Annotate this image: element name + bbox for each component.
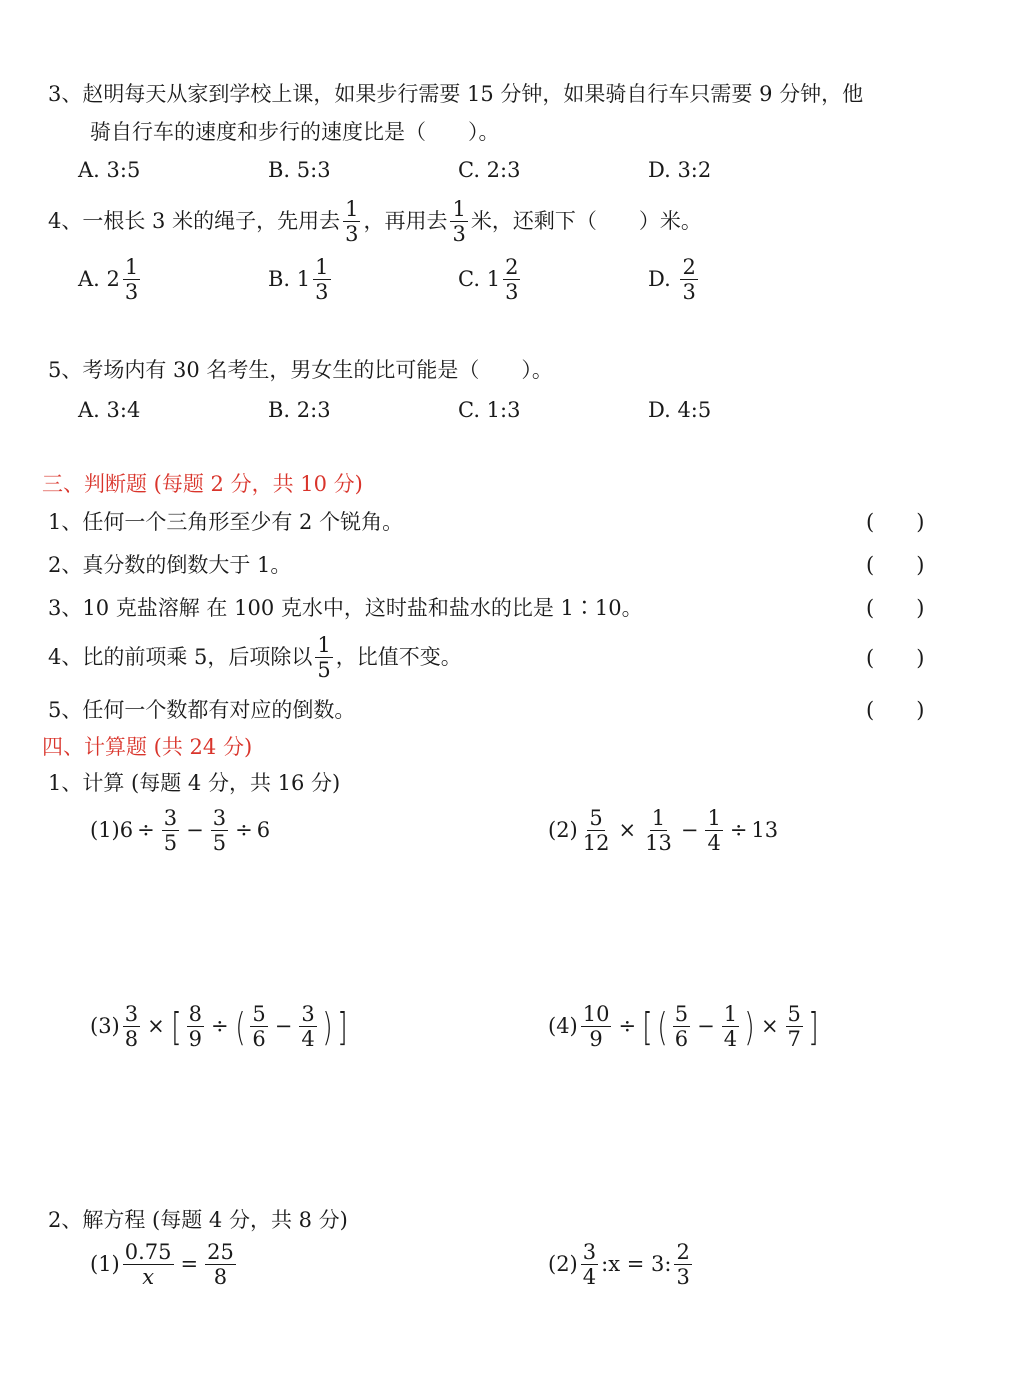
fraction xyxy=(299,1003,316,1050)
q5-option-b[interactable]: B. 2:3 xyxy=(268,398,331,422)
judge-answer-3[interactable]: ( ) xyxy=(866,596,925,620)
equals-sign: = xyxy=(180,1252,199,1277)
q3-option-a[interactable]: A. 3:5 xyxy=(78,158,141,182)
fraction-denominator: 3 xyxy=(505,280,519,305)
fraction-numerator: 1 xyxy=(315,255,329,279)
problem-label: (1) xyxy=(90,1252,120,1277)
fraction-denominator: 8 xyxy=(124,1027,139,1052)
fraction xyxy=(211,807,228,854)
judge-item-1: 1、任何一个三角形至少有 2 个锐角。 xyxy=(48,510,404,534)
q4-stem xyxy=(48,198,702,245)
fraction xyxy=(123,1241,174,1288)
fraction-denominator: 9 xyxy=(589,1027,603,1052)
q4-text-2: ，再用去 xyxy=(363,209,448,234)
fraction-denominator: 4 xyxy=(723,1027,738,1052)
option-label: C. xyxy=(458,267,480,292)
fraction-denominator: x xyxy=(142,1265,155,1290)
judge-answer-5[interactable]: ( ) xyxy=(866,698,925,722)
fraction-denominator: 3 xyxy=(315,280,329,305)
fraction-numerator: 5 xyxy=(787,1002,801,1026)
fraction-denominator: 5 xyxy=(212,831,227,856)
fraction xyxy=(705,807,722,854)
right-paren: ) xyxy=(321,1004,333,1049)
fraction-numerator: 8 xyxy=(188,1002,202,1026)
fraction-numerator: 2 xyxy=(505,255,519,279)
q4-text-1: 4、一根长 3 米的绳子，先用去 xyxy=(48,209,341,234)
problem-label: (3) xyxy=(90,1014,120,1039)
q5-stem: 5、考场内有 30 名考生，男女生的比可能是（ ）。 xyxy=(48,358,553,382)
fraction xyxy=(786,1003,803,1050)
option-label: D. xyxy=(648,267,671,292)
option-whole: 2 xyxy=(106,267,120,292)
fraction-numerator: 3 xyxy=(212,806,227,830)
section3-title: 三、判断题 (每题 2 分，共 10 分) xyxy=(42,472,363,496)
q3-option-c[interactable]: C. 2:3 xyxy=(458,158,521,182)
left-paren: ( xyxy=(657,1004,668,1049)
q5-option-a[interactable]: A. 3:4 xyxy=(78,398,141,422)
judge-item-2: 2、真分数的倒数大于 1。 xyxy=(48,553,292,577)
q3-option-b[interactable]: B. 5:3 xyxy=(268,158,331,182)
fraction-numerator: 1 xyxy=(723,1002,738,1026)
divide-sign: ÷ xyxy=(137,818,155,843)
fraction-numerator: 3 xyxy=(301,1002,315,1026)
judge-item-4-fraction xyxy=(315,634,332,681)
q3-line1: 3、赵明每天从家到学校上课，如果步行需要 15 分钟，如果骑自行车只需要 9 分钟，他 xyxy=(48,82,864,106)
left-bracket: [ xyxy=(642,1004,653,1049)
equation-middle: :x = 3: xyxy=(601,1252,672,1277)
q4-option-c[interactable] xyxy=(458,256,523,303)
fraction-numerator: 1 xyxy=(452,197,466,221)
section4-title: 四、计算题 (共 24 分) xyxy=(42,735,253,759)
minus-sign: − xyxy=(680,818,699,843)
fraction-numerator: 5 xyxy=(589,806,603,830)
fraction-numerator: 1 xyxy=(124,255,139,279)
option-fraction xyxy=(680,256,697,303)
fraction-denominator: 12 xyxy=(582,831,610,856)
fraction-denominator: 4 xyxy=(707,831,721,856)
fraction xyxy=(674,1241,691,1288)
option-whole: 1 xyxy=(486,267,501,292)
equation-subtitle: 2、解方程 (每题 4 分，共 8 分) xyxy=(48,1208,348,1232)
fraction-denominator: 3 xyxy=(676,1265,690,1290)
fraction-numerator: 5 xyxy=(674,1002,689,1026)
minus-sign: − xyxy=(274,1014,293,1039)
fraction-numerator: 10 xyxy=(582,1002,610,1026)
fraction-numerator: 3 xyxy=(163,806,178,830)
q4-option-b[interactable] xyxy=(268,256,334,303)
fraction xyxy=(205,1241,236,1288)
calc-subtitle: 1、计算 (每题 4 分，共 16 分) xyxy=(48,771,341,795)
fraction xyxy=(581,807,612,854)
judge-answer-4[interactable]: ( ) xyxy=(866,646,925,670)
fraction-denominator: 13 xyxy=(645,831,672,856)
divide-sign: ÷ xyxy=(729,818,748,843)
fraction-denominator: 9 xyxy=(188,1027,202,1052)
fraction-numerator: 0.75 xyxy=(124,1240,172,1264)
q5-option-c[interactable]: C. 1:3 xyxy=(458,398,521,422)
fraction-denominator: 6 xyxy=(252,1027,266,1052)
fraction-numerator: 3 xyxy=(582,1240,597,1264)
times-sign: × xyxy=(147,1014,165,1039)
fraction-numerator: 5 xyxy=(252,1002,266,1026)
right-paren: ) xyxy=(744,1004,755,1049)
fraction-numerator: 2 xyxy=(682,255,696,279)
fraction xyxy=(250,1003,267,1050)
calc-problem-4 xyxy=(548,1003,821,1050)
q4-option-a[interactable] xyxy=(78,256,143,303)
q4-fraction-1 xyxy=(343,198,360,245)
fraction-denominator: 5 xyxy=(163,831,178,856)
fraction-numerator: 25 xyxy=(207,1240,234,1264)
equation-2 xyxy=(548,1241,695,1288)
fraction-denominator: 3 xyxy=(345,222,359,247)
fraction xyxy=(581,1003,612,1050)
minus-sign: − xyxy=(186,818,204,843)
fraction-numerator: 1 xyxy=(707,806,721,830)
fraction-denominator: 3 xyxy=(124,280,139,305)
operand: 13 xyxy=(751,818,779,843)
option-fraction xyxy=(123,256,140,303)
fraction xyxy=(643,807,674,854)
fraction-denominator: 5 xyxy=(317,658,331,683)
q3-line2: 骑自行车的速度和步行的速度比是（ ）。 xyxy=(90,120,500,144)
equation-1 xyxy=(90,1241,239,1288)
fraction xyxy=(581,1241,598,1288)
calc-problem-1 xyxy=(90,807,270,854)
fraction-numerator: 3 xyxy=(124,1002,139,1026)
fraction-denominator: 4 xyxy=(582,1265,597,1290)
judge-item-4 xyxy=(48,634,462,681)
left-bracket: [ xyxy=(170,1004,182,1049)
divide-sign: ÷ xyxy=(210,1014,229,1039)
q4-fraction-2 xyxy=(450,198,467,245)
fraction-numerator: 1 xyxy=(345,197,359,221)
judge-answer-2[interactable]: ( ) xyxy=(866,553,925,577)
problem-label: (1)6 xyxy=(90,818,134,843)
problem-label: (4) xyxy=(548,1014,578,1039)
fraction xyxy=(722,1003,739,1050)
judge-item-4-text-1: 4、比的前项乘 5，后项除以 xyxy=(48,645,313,670)
fraction-denominator: 3 xyxy=(452,222,466,247)
fraction-denominator: 6 xyxy=(674,1027,689,1052)
operand: 6 xyxy=(256,818,271,843)
q3-option-d[interactable]: D. 3:2 xyxy=(648,158,712,182)
fraction xyxy=(162,807,179,854)
calc-problem-3 xyxy=(90,1003,349,1050)
times-sign: × xyxy=(760,1014,779,1039)
times-sign: × xyxy=(618,818,637,843)
right-bracket: ] xyxy=(808,1004,819,1049)
calc-problem-2 xyxy=(548,807,778,854)
judge-item-4-text-2: ，比值不变。 xyxy=(335,645,462,670)
option-label: A. xyxy=(78,267,100,292)
option-label: B. xyxy=(268,267,291,292)
fraction-numerator: 2 xyxy=(676,1240,690,1264)
left-paren: ( xyxy=(234,1004,246,1049)
minus-sign: − xyxy=(697,1014,715,1039)
fraction xyxy=(123,1003,140,1050)
fraction-denominator: 3 xyxy=(682,280,696,305)
divide-sign: ÷ xyxy=(618,1014,637,1039)
fraction xyxy=(673,1003,690,1050)
judge-item-3: 3、10 克盐溶解 在 100 克水中，这时盐和盐水的比是 1∶10。 xyxy=(48,596,643,620)
judge-answer-1[interactable]: ( ) xyxy=(866,510,925,534)
fraction-numerator: 1 xyxy=(651,806,666,830)
fraction xyxy=(187,1003,204,1050)
fraction-denominator: 4 xyxy=(301,1027,315,1052)
option-fraction xyxy=(313,256,330,303)
q4-text-3: 米，还剩下（ ）米。 xyxy=(470,209,702,234)
fraction-denominator: 8 xyxy=(213,1265,228,1290)
divide-sign: ÷ xyxy=(235,818,253,843)
problem-label: (2) xyxy=(548,1252,578,1277)
option-fraction xyxy=(503,256,520,303)
q5-option-d[interactable]: D. 4:5 xyxy=(648,398,712,422)
fraction-numerator: 1 xyxy=(317,633,331,657)
fraction-denominator: 7 xyxy=(787,1027,801,1052)
problem-label: (2) xyxy=(548,818,578,843)
judge-item-5: 5、任何一个数都有对应的倒数。 xyxy=(48,698,356,722)
option-whole: 1 xyxy=(296,267,311,292)
right-bracket: ] xyxy=(336,1004,348,1049)
q4-option-d[interactable] xyxy=(648,256,701,303)
